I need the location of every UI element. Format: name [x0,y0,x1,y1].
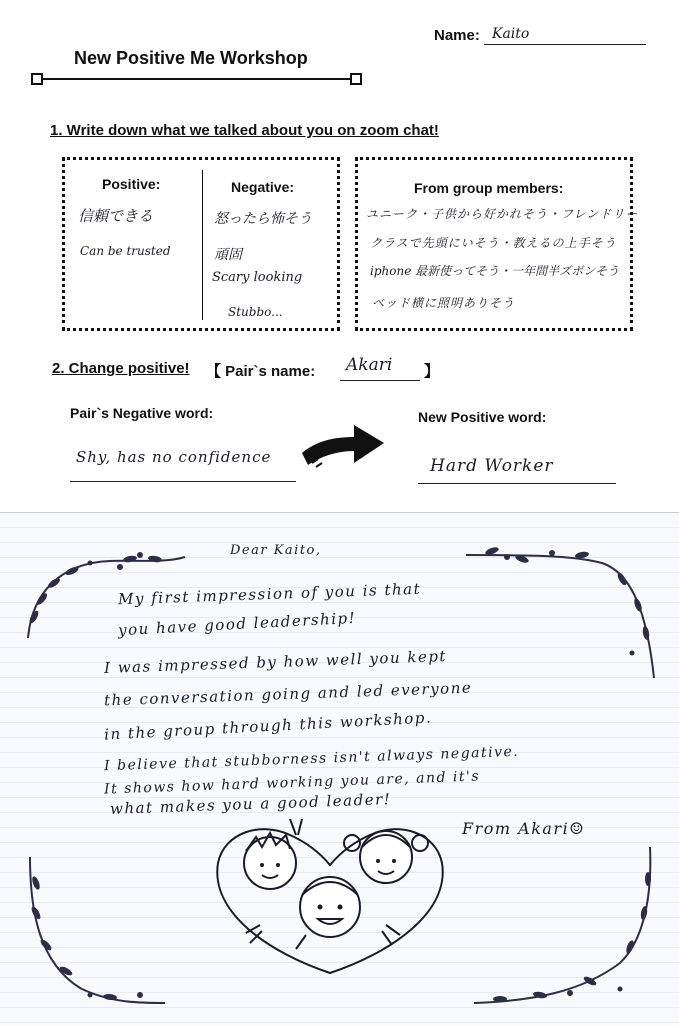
negative-heading: Negative: [231,179,295,195]
group-heading: From group members: [414,180,564,196]
letter-line: I believe that stubborness isn't always negative. [103,743,520,775]
positive-item: Can be trusted [80,244,171,258]
letter-line: My first impression of you is that [117,579,422,609]
worksheet [0,0,679,512]
letter-card [0,512,679,1025]
positive-heading: Positive: [102,176,161,192]
vine-decoration-bottom-right [470,843,660,1013]
negative-item: 怒ったら怖そう [214,211,312,227]
new-positive-label: New Positive word: [418,409,547,425]
letter-line: It shows how hard working you are, and it's [103,768,481,798]
negative-item: Scary looking [212,270,303,285]
section-2-heading: 2. Change positive! [52,360,190,377]
group-item: ベッド横に照明ありそう [372,296,516,310]
friends-drawing [200,813,460,983]
pair-negative-line [70,481,296,482]
letter-line: what makes you a good leader! [109,790,392,818]
letter-line: you have good leadership! [117,608,357,640]
right-arrow-icon [298,413,388,473]
group-item: iphone 最新使ってそう・一年間半ズボンそう [370,264,620,278]
new-positive-line [418,483,616,484]
name-label: Name: [434,27,480,44]
worksheet-title: New Positive Me Workshop [74,48,308,68]
new-positive-value: Hard Worker [430,456,554,476]
letter-line: I was impressed by how well you kept [103,647,448,677]
letter-line: in the group through this workshop. [103,708,433,744]
vine-decoration-top-right [462,533,662,683]
pair-name-line [340,380,420,381]
title-rule [36,78,358,80]
letter-line: the conversation going and led everyone [103,678,473,710]
positive-item: 信頼できる [78,207,154,225]
pair-negative-value: Shy, has no confidence [76,448,272,466]
name-line [484,44,646,45]
letter-signature: From Akari☺ [462,819,586,838]
negative-item: Stubbo... [228,305,283,319]
pair-name-label: 【 Pair`s name: [206,363,316,380]
vine-decoration-bottom-left [20,853,170,1013]
section-1-heading: 1. Write down what we talked about you on zoom chat! [50,122,439,139]
pair-name-value: Akari [346,355,393,375]
name-value: Kaito [492,26,530,42]
rule-end-right [350,73,362,85]
group-item: クラスで先頭にいそう・教えるの上手そう [370,236,617,250]
rule-end-left [31,73,43,85]
group-item: ユニーク・子供から好かれそう・フレンドリー [366,207,639,221]
letter-greeting: Dear Kaito, [230,543,322,558]
column-divider [202,170,203,320]
negative-item: 頑固 [214,247,242,263]
pair-name-bracket: 】 [424,363,440,380]
pair-negative-label: Pair`s Negative word: [70,405,214,421]
